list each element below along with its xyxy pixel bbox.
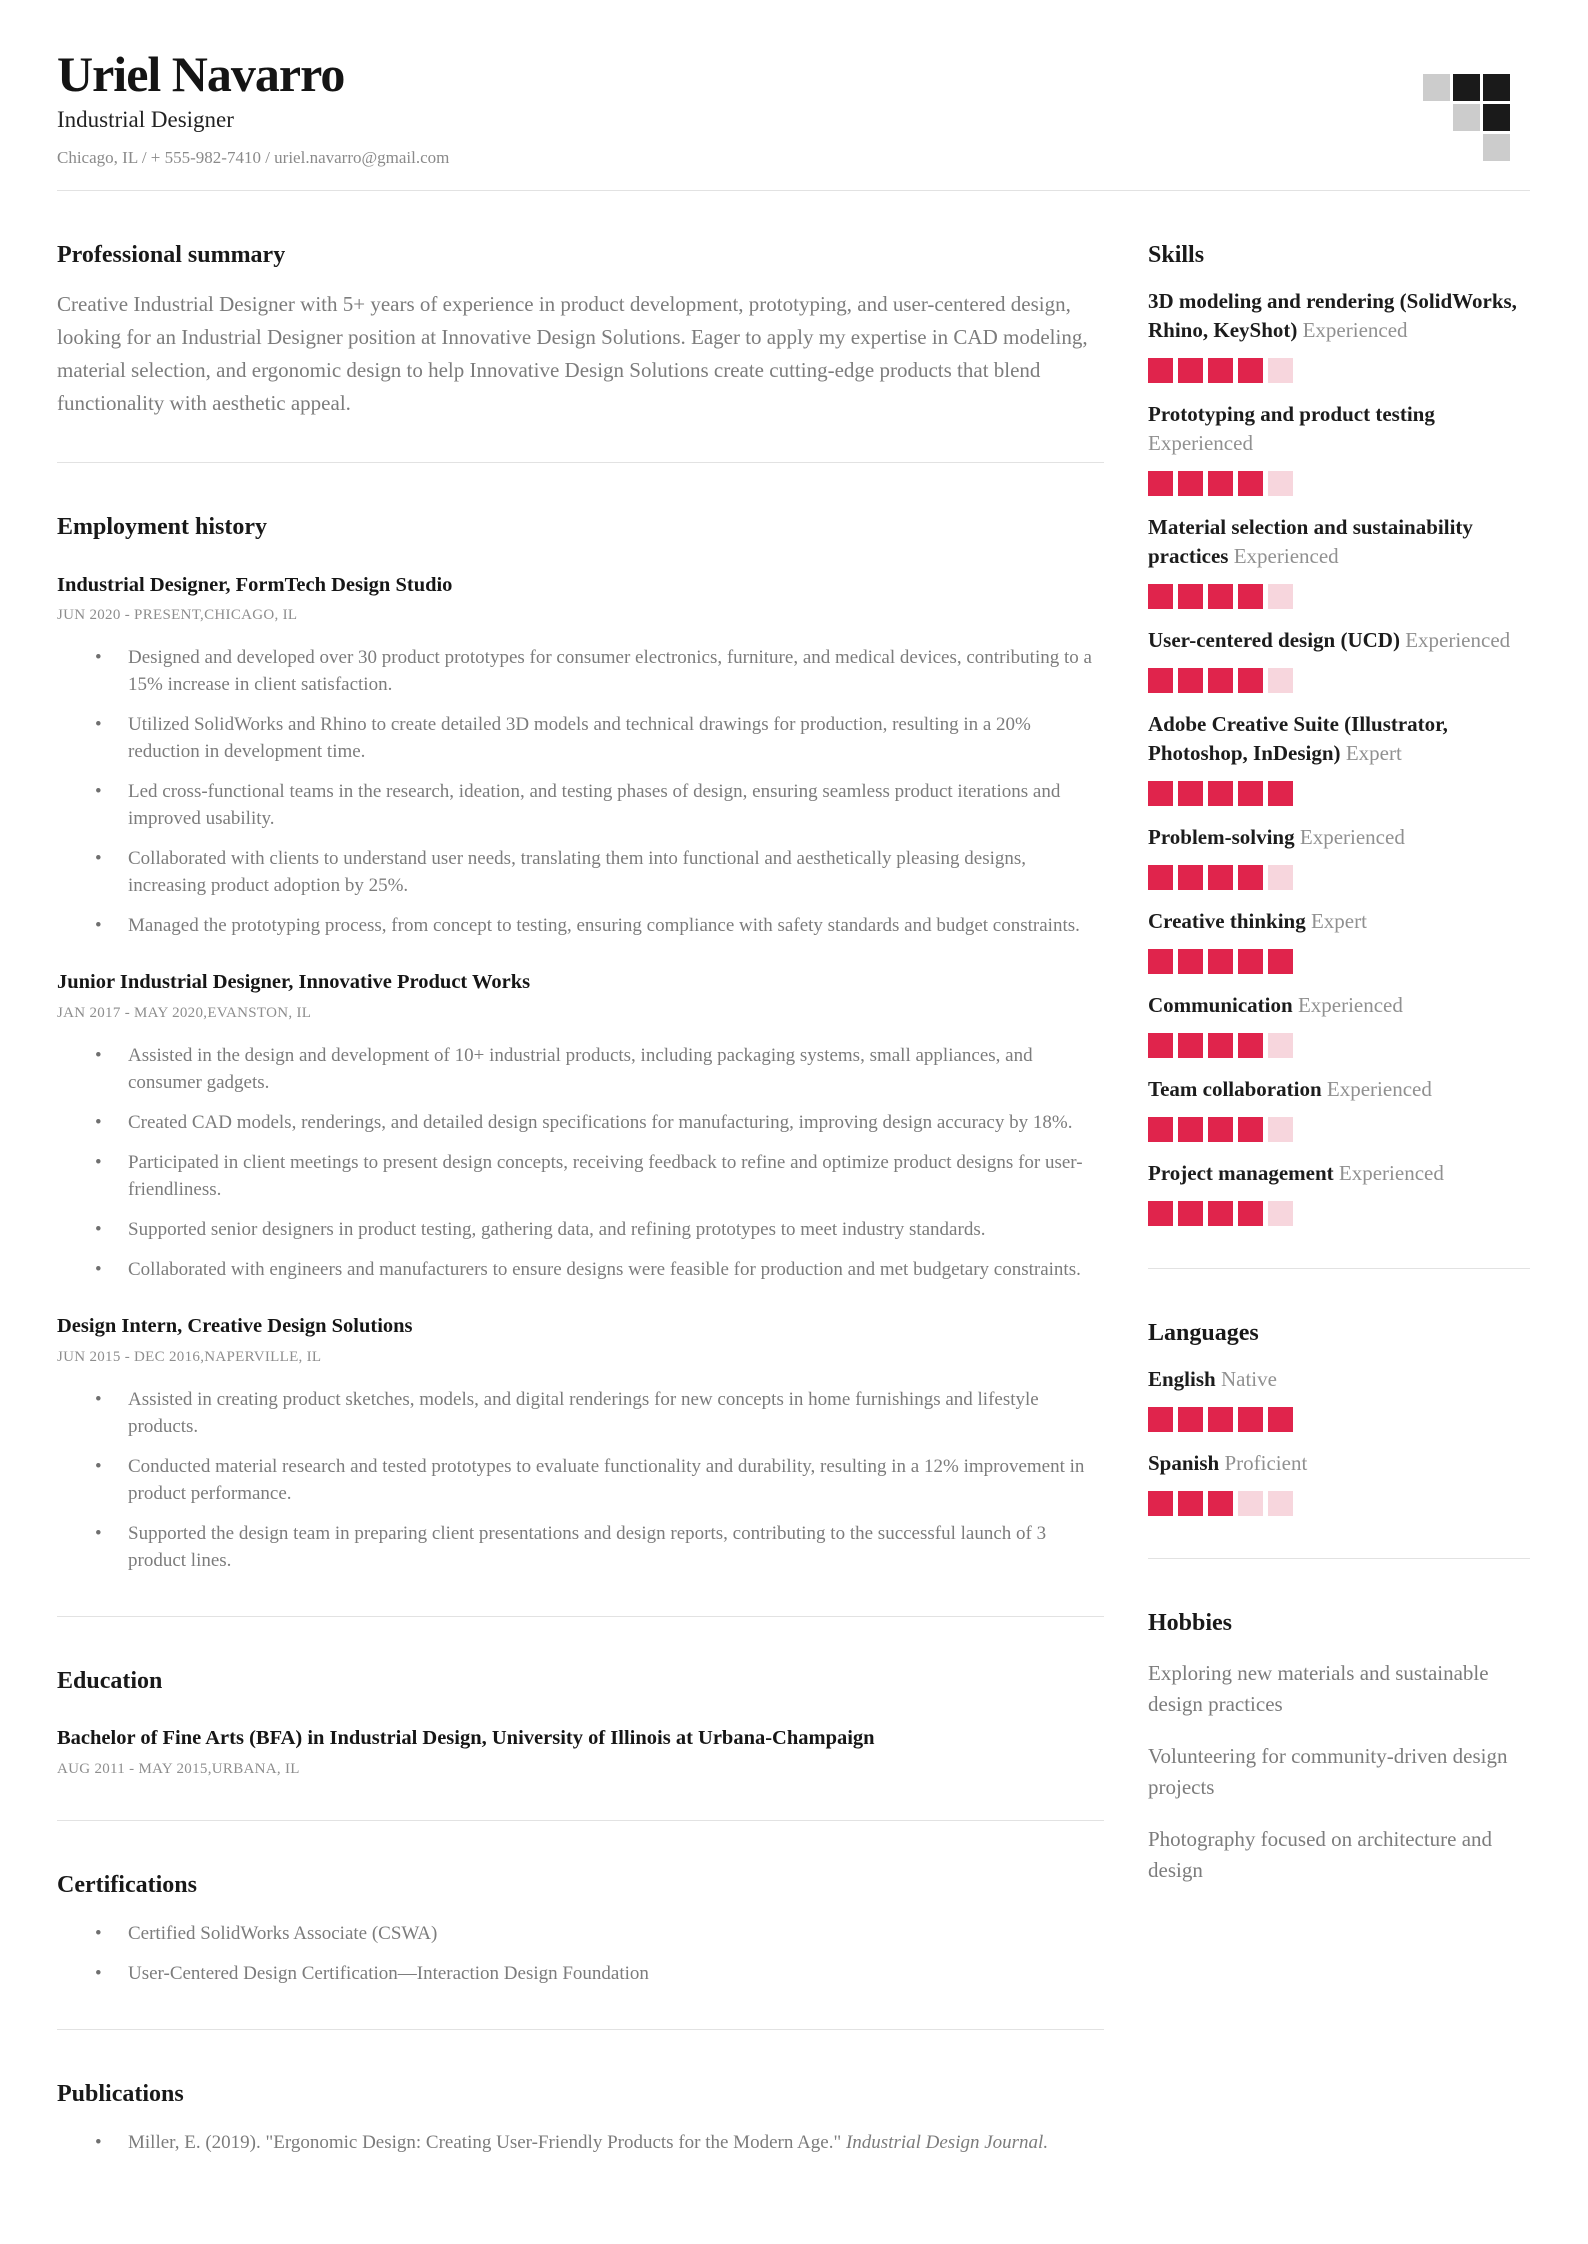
rating-square-filled: [1148, 949, 1173, 974]
rating-square-empty: [1268, 358, 1293, 383]
rated-item-text: [1148, 823, 1530, 852]
rating-bar: [1148, 1491, 1530, 1516]
rated-item-text: [1148, 626, 1530, 655]
rating-square-filled: [1148, 668, 1173, 693]
rating-square-filled: [1208, 1201, 1233, 1226]
rating-square-empty: [1238, 1491, 1263, 1516]
rated-item: [1148, 991, 1530, 1058]
job-list: [57, 572, 1104, 1574]
rating-square-filled: [1208, 584, 1233, 609]
main-column: [57, 191, 1104, 2169]
rating-square-filled: [1148, 471, 1173, 496]
languages-section: [1148, 1319, 1530, 1516]
rating-square-filled: [1208, 1491, 1233, 1516]
rating-square-filled: [1208, 471, 1233, 496]
contact-line: Chicago, IL / + 555-982-7410 / uriel.navarro@gmail.com: [57, 148, 450, 167]
rated-item: [1148, 626, 1530, 693]
bullet-item: • Managed the prototyping process, from concept to testing, ensuring compliance with safety standards and budget constraints.: [57, 912, 1104, 939]
rating-square-filled: [1148, 358, 1173, 383]
job-dates: JUN 2015 - DEC 2016,NAPERVILLE, IL: [57, 1348, 322, 1365]
rating-square-filled: [1238, 584, 1263, 609]
rated-item-level: Expert: [1345, 740, 1402, 765]
publications-heading: Publications: [57, 2080, 184, 2107]
person-name: Uriel Navarro: [57, 46, 345, 102]
hobby-item: Photography focused on architecture and design: [1148, 1827, 1493, 1883]
degree-title: Bachelor of Fine Arts (BFA) in Industrial Design, University of Illinois at Urbana-Champaign: [57, 1727, 875, 1750]
bullet-item: • Conducted material research and tested prototypes to evaluate functionality and durability, resulting in a 12% improvement in product performance.: [57, 1453, 1104, 1507]
rated-item-name: Project management: [1148, 1160, 1334, 1185]
job-bullet-list: [57, 1042, 1104, 1283]
rating-square-empty: [1268, 1033, 1293, 1058]
hobbies-heading: Hobbies: [1148, 1609, 1233, 1636]
publication-text: Miller, E. (2019). "Ergonomic Design: Creating User-Friendly Products for the Modern Age.": [128, 2131, 846, 2153]
rating-square-filled: [1238, 668, 1263, 693]
certification-list: [57, 1920, 1104, 1987]
logo-cell-empty: [1423, 104, 1450, 131]
rating-bar: [1148, 781, 1530, 806]
logo-cell-dark: [1453, 74, 1480, 101]
bullet-item: • Assisted in the design and development of 10+ industrial products, including packaging systems, small appliances, and consumer gadgets.: [57, 1042, 1104, 1096]
rated-item-text: [1148, 1449, 1530, 1478]
rated-item-name: Spanish: [1148, 1450, 1220, 1475]
logo-cell-empty: [1423, 134, 1450, 161]
rating-square-filled: [1238, 949, 1263, 974]
rated-item-level: Experienced: [1405, 627, 1511, 652]
rated-item-level: Proficient: [1224, 1450, 1308, 1475]
rated-item-name: Adobe Creative Suite (Illustrator, Photoshop, InDesign): [1148, 711, 1448, 765]
rating-square-filled: [1178, 949, 1203, 974]
rating-square-filled: [1238, 1033, 1263, 1058]
rated-item: [1148, 1365, 1530, 1432]
rating-square-filled: [1178, 1117, 1203, 1142]
logo-cell-empty: [1453, 134, 1480, 161]
bullet-item: • Designed and developed over 30 product prototypes for consumer electronics, furniture, and medical devices, contributing to a 15% increase in client satisfaction.: [57, 644, 1104, 698]
rated-item: [1148, 1159, 1530, 1226]
rating-square-filled: [1208, 1033, 1233, 1058]
certifications-heading: Certifications: [57, 1871, 197, 1898]
bullet-item: • Collaborated with clients to understand user needs, translating them into functional and aesthetically pleasing designs, increasing product adoption by 25%.: [57, 845, 1104, 899]
rated-item-level: Native: [1220, 1366, 1277, 1391]
rating-bar: [1148, 865, 1530, 890]
hobbies-section: [1148, 1609, 1530, 1887]
degree-dates: AUG 2011 - MAY 2015,URBANA, IL: [57, 1760, 300, 1777]
rating-square-filled: [1148, 1407, 1173, 1432]
logo-cell-gray: [1453, 104, 1480, 131]
rating-square-filled: [1178, 1407, 1203, 1432]
publication-item: [57, 2129, 1104, 2156]
content-columns: [57, 191, 1530, 2169]
divider: [57, 2029, 1104, 2030]
rated-item-name: Material selection and sustainability practices: [1148, 514, 1473, 568]
rating-square-empty: [1268, 1117, 1293, 1142]
rated-item-text: [1148, 513, 1530, 571]
rating-square-filled: [1178, 584, 1203, 609]
rated-item-name: Creative thinking: [1148, 908, 1306, 933]
rated-item-text: [1148, 287, 1530, 345]
person-job-title: Industrial Designer: [57, 107, 234, 132]
header: [57, 48, 1530, 168]
rated-item-level: Experienced: [1326, 1076, 1432, 1101]
publications-section: [57, 2080, 1104, 2156]
employment-heading: Employment history: [57, 513, 267, 540]
rated-item-text: [1148, 991, 1530, 1020]
summary-text: Creative Industrial Designer with 5+ years of experience in product development, prototyping, and user-centered design, looking for an Industrial Designer position at Innovative Design Solutions. Eager to apply my expertise in CAD modeling, material selection, and ergonomic design to help Innovative Design Solutions create cutting-edge products that blend functionality with aesthetic appeal.: [57, 291, 1088, 415]
rating-bar: [1148, 1201, 1530, 1226]
rated-item: [1148, 907, 1530, 974]
divider: [57, 1820, 1104, 1821]
rating-bar: [1148, 471, 1530, 496]
rating-square-empty: [1268, 865, 1293, 890]
rating-square-filled: [1178, 1033, 1203, 1058]
rated-item: [1148, 513, 1530, 609]
skills-heading: Skills: [1148, 242, 1205, 268]
rating-square-filled: [1268, 781, 1293, 806]
rated-item-name: User-centered design (UCD): [1148, 627, 1400, 652]
bullet-item: • Assisted in creating product sketches, models, and digital renderings for new concepts in home furnishings and lifestyle products.: [57, 1386, 1104, 1440]
education-section: [57, 1667, 1104, 1778]
job-dates: JAN 2017 - MAY 2020,EVANSTON, IL: [57, 1004, 312, 1021]
job-bullet-list: [57, 1386, 1104, 1574]
rating-square-filled: [1208, 781, 1233, 806]
rating-square-filled: [1178, 1491, 1203, 1516]
bullet-item: • Collaborated with engineers and manufacturers to ensure designs were feasible for production and met budgetary constraints.: [57, 1256, 1104, 1283]
bullet-item: • Created CAD models, renderings, and detailed design specifications for manufacturing, improving design accuracy by 18%.: [57, 1109, 1104, 1136]
rating-square-empty: [1268, 584, 1293, 609]
rating-square-empty: [1268, 668, 1293, 693]
job-entry: [57, 1313, 1104, 1574]
rating-bar: [1148, 1033, 1530, 1058]
bullet-item: • Led cross-functional teams in the research, ideation, and testing phases of design, ensuring seamless product iterations and improved usability.: [57, 778, 1104, 832]
skill-list: [1148, 287, 1530, 1226]
divider: [57, 462, 1104, 463]
rating-bar: [1148, 584, 1530, 609]
logo-cell-gray: [1423, 74, 1450, 101]
summary-heading: Professional summary: [57, 242, 286, 268]
rated-item: [1148, 823, 1530, 890]
job-entry: [57, 969, 1104, 1283]
publication-journal: Industrial Design Journal.: [845, 2131, 1049, 2153]
rated-item-level: Experienced: [1338, 1160, 1444, 1185]
hobby-list: [1148, 1658, 1530, 1886]
rating-square-filled: [1268, 1407, 1293, 1432]
rated-item-name: Prototyping and product testing: [1148, 401, 1435, 426]
rating-bar: [1148, 1117, 1530, 1142]
rated-item-level: Experienced: [1299, 824, 1405, 849]
rated-item: [1148, 1075, 1530, 1142]
logo-cell-dark: [1483, 74, 1510, 101]
rating-square-filled: [1238, 358, 1263, 383]
rated-item-name: English: [1148, 1366, 1216, 1391]
rating-square-filled: [1148, 1117, 1173, 1142]
rated-item-text: [1148, 710, 1530, 768]
rating-square-filled: [1178, 1201, 1203, 1226]
rated-item-text: [1148, 1075, 1530, 1104]
skills-section: [1148, 241, 1530, 1226]
rating-square-filled: [1178, 865, 1203, 890]
rating-square-filled: [1268, 949, 1293, 974]
rating-square-filled: [1238, 1201, 1263, 1226]
bullet-item: • Participated in client meetings to present design concepts, receiving feedback to refine and optimize product designs for user-friendliness.: [57, 1149, 1104, 1203]
sidebar: [1148, 191, 1530, 1886]
divider: [1148, 1558, 1530, 1559]
rated-item-text: [1148, 1159, 1530, 1188]
rating-square-filled: [1208, 1407, 1233, 1432]
rating-square-filled: [1178, 358, 1203, 383]
rating-square-filled: [1148, 781, 1173, 806]
certifications-section: [57, 1871, 1104, 1987]
rating-square-empty: [1268, 471, 1293, 496]
hobby-item: Exploring new materials and sustainable design practices: [1148, 1661, 1489, 1717]
rating-square-filled: [1178, 668, 1203, 693]
logo-cell-gray: [1483, 134, 1510, 161]
rating-square-filled: [1238, 1117, 1263, 1142]
rating-square-filled: [1238, 865, 1263, 890]
publication-list: [57, 2129, 1104, 2156]
certification-item: • User-Centered Design Certification—Interaction Design Foundation: [57, 1960, 1104, 1987]
rated-item-name: Team collaboration: [1148, 1076, 1322, 1101]
rated-item: [1148, 710, 1530, 806]
rated-item-text: [1148, 907, 1530, 936]
education-entry: [57, 1725, 1104, 1778]
rating-square-filled: [1208, 358, 1233, 383]
job-title: Design Intern, Creative Design Solutions: [57, 1314, 413, 1337]
rating-square-empty: [1268, 1491, 1293, 1516]
rating-square-filled: [1148, 865, 1173, 890]
rating-square-filled: [1208, 865, 1233, 890]
rating-bar: [1148, 668, 1530, 693]
rating-square-filled: [1148, 1033, 1173, 1058]
employment-section: [57, 513, 1104, 1574]
job-title: Junior Industrial Designer, Innovative Product Works: [57, 971, 531, 994]
rating-square-filled: [1148, 584, 1173, 609]
rating-square-filled: [1208, 949, 1233, 974]
rating-square-filled: [1148, 1201, 1173, 1226]
rating-square-filled: [1178, 781, 1203, 806]
rating-square-filled: [1238, 781, 1263, 806]
job-bullet-list: [57, 644, 1104, 939]
rating-bar: [1148, 1407, 1530, 1432]
rating-square-filled: [1238, 471, 1263, 496]
rating-bar: [1148, 949, 1530, 974]
rating-square-filled: [1208, 1117, 1233, 1142]
rating-square-filled: [1148, 1491, 1173, 1516]
job-title: Industrial Designer, FormTech Design Studio: [57, 573, 453, 596]
bullet-item: • Supported the design team in preparing client presentations and design reports, contributing to the successful launch of 3 product lines.: [57, 1520, 1104, 1574]
bullet-item: • Supported senior designers in product testing, gathering data, and refining prototypes to meet industry standards.: [57, 1216, 1104, 1243]
rating-square-filled: [1178, 471, 1203, 496]
education-heading: Education: [57, 1667, 163, 1694]
rated-item: [1148, 1449, 1530, 1516]
logo-squares-icon: [1423, 74, 1510, 161]
rated-item-name: Communication: [1148, 992, 1293, 1017]
rated-item-name: Problem-solving: [1148, 824, 1295, 849]
logo-cell-dark: [1483, 104, 1510, 131]
job-dates: JUN 2020 - PRESENT,CHICAGO, IL: [57, 607, 298, 624]
summary-section: [57, 241, 1104, 420]
rating-square-filled: [1238, 1407, 1263, 1432]
rated-item-name: 3D modeling and rendering (SolidWorks, Rhino, KeyShot): [1148, 288, 1517, 342]
rated-item-level: Expert: [1310, 908, 1367, 933]
rated-item-level: Experienced: [1233, 543, 1339, 568]
divider: [57, 1616, 1104, 1617]
rated-item: [1148, 287, 1530, 383]
certification-item: • Certified SolidWorks Associate (CSWA): [57, 1920, 1104, 1947]
divider: [1148, 1268, 1530, 1269]
rated-item-text: [1148, 400, 1530, 458]
bullet-item: • Utilized SolidWorks and Rhino to create detailed 3D models and technical drawings for production, resulting in a 20% reduction in development time.: [57, 711, 1104, 765]
rating-square-empty: [1268, 1201, 1293, 1226]
rated-item-text: [1148, 1365, 1530, 1394]
hobby-item: Volunteering for community-driven design projects: [1148, 1744, 1508, 1800]
rated-item-level: Experienced: [1302, 317, 1408, 342]
rated-item: [1148, 400, 1530, 496]
job-entry: [57, 572, 1104, 940]
rating-square-filled: [1208, 668, 1233, 693]
rated-item-level: Experienced: [1297, 992, 1403, 1017]
rating-bar: [1148, 358, 1530, 383]
language-list: [1148, 1365, 1530, 1516]
languages-heading: Languages: [1148, 1319, 1259, 1346]
rated-item-level: Experienced: [1148, 430, 1253, 455]
